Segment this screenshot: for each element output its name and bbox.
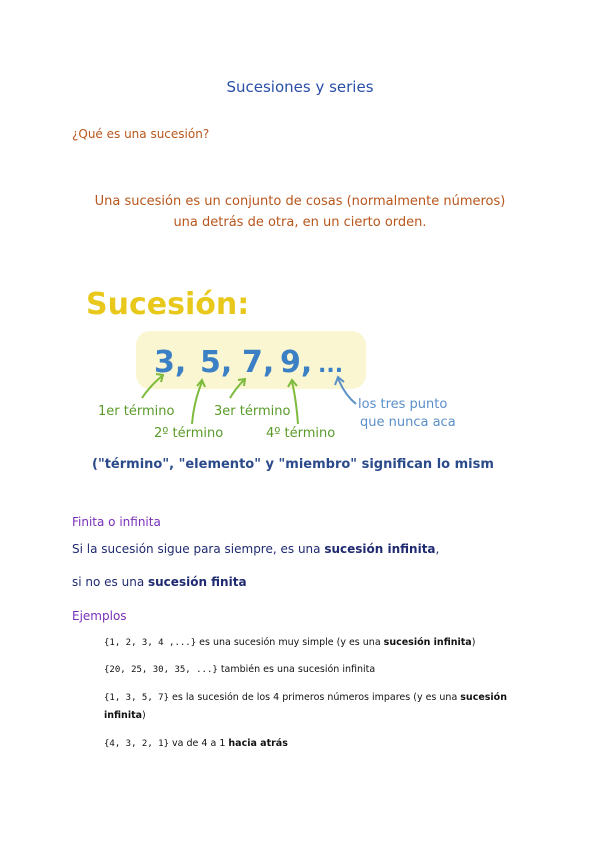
term-1: 3, [154, 345, 187, 380]
example-code: {20, 25, 30, 35, ...} [104, 665, 218, 675]
finita-line-1-text: Si la sucesión sigue para siempre, es una [72, 542, 325, 556]
definition-text [0, 191, 600, 233]
term-4: 9, [280, 345, 313, 380]
section-question: ¿Qué es una sucesión? [72, 127, 210, 141]
example-item [104, 634, 534, 652]
label-term-2: 2º término [154, 426, 224, 441]
example-bold: sucesión infinita [383, 637, 472, 648]
example-bold: sucesión infinita [104, 692, 507, 721]
example-tail: ) [471, 637, 476, 648]
section-heading-ejemplos: Ejemplos [72, 609, 127, 623]
term-ellipsis: ... [318, 353, 344, 378]
section-heading-finita: Finita o infinita [72, 515, 161, 529]
illustration-note: ("término", "elemento" y "miembro" significan lo mism [92, 457, 494, 472]
example-text: también es una sucesión infinita [217, 664, 376, 675]
finita-line-1 [72, 542, 439, 556]
definition-line-2: una detrás de otra, en un cierto orden. [173, 215, 427, 230]
finita-line-1-bold: sucesión infinita [324, 542, 436, 556]
example-item [104, 689, 534, 724]
example-code: {4, 3, 2, 1} [104, 739, 170, 749]
term-2: 5, [200, 345, 233, 380]
example-bold: hacia atrás [228, 738, 288, 749]
label-term-1: 1er término [98, 404, 175, 419]
example-tail: ) [142, 710, 146, 721]
label-dots-2: que nunca aca [360, 415, 456, 430]
example-code: {1, 3, 5, 7} [104, 693, 170, 703]
sequence-illustration [80, 276, 494, 481]
example-text: va de 4 a 1 [169, 738, 229, 749]
label-term-3: 3er término [214, 404, 291, 419]
example-text: es una sucesión muy simple (y es una [196, 637, 384, 648]
example-text: es la sucesión de los 4 primeros números impares (y es una [169, 692, 461, 703]
label-dots-1: los tres punto [358, 397, 448, 412]
illustration-heading: Sucesión: [86, 287, 250, 322]
finita-line-2-text: si no es una [72, 575, 148, 589]
page-title: Sucesiones y series [226, 78, 374, 96]
term-3: 7, [242, 345, 275, 380]
finita-line-2-bold: sucesión finita [148, 575, 247, 589]
example-code: {1, 2, 3, 4 ,...} [104, 638, 197, 648]
finita-line-2 [72, 575, 247, 589]
definition-line-1: Una sucesión es un conjunto de cosas (normalmente números) [94, 194, 506, 209]
example-item [104, 735, 534, 753]
example-item [104, 661, 534, 679]
label-term-4: 4º término [266, 426, 336, 441]
finita-line-1-tail: , [435, 542, 440, 556]
